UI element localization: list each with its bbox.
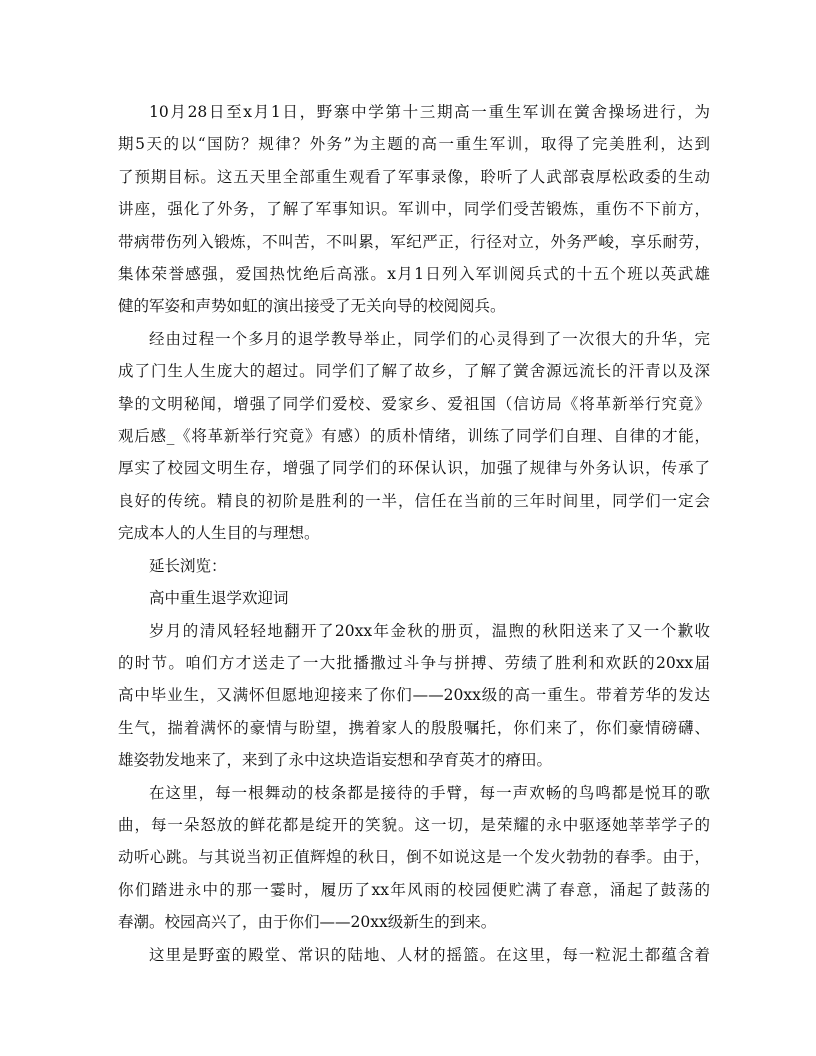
text-line: 在这里，每一根舞动的枝条都是接待的手臂，每一声欢畅的鸟鸣都是悦耳的歌 [149, 783, 710, 802]
paragraph-welcome-intro [118, 615, 710, 777]
text-line: 完成本人的人生目的与理想。 [118, 524, 320, 543]
text-line: 生气，揣着满怀的豪情与盼望，携着家人的殷殷嘱托，你们来了，你们豪情磅礴、 [118, 718, 710, 737]
text-line: 经由过程一个多月的退学教导举止，同学们的心灵得到了一次很大的升华，完 [149, 329, 710, 348]
text-line: 曲，每一朵怒放的鲜花都是绽开的笑貌。这一切，是荣耀的永中驱逐她莘莘学子的 [118, 815, 710, 834]
text-line: 带病带伤列入锻炼，不叫苦，不叫累，军纪严正，行径对立，外务严峻，享乐耐劳， [118, 232, 710, 251]
text-line: 雄姿勃发地来了，来到了永中这块造诣妄想和孕育英才的瘠田。 [118, 751, 553, 770]
text-line: 讲座，强化了外务，了解了军事知识。军训中，同学们受苦锻炼，重伤不下前方， [118, 200, 710, 219]
text-line: 期5天的以“国防？规律？外务”为主题的高一重生军训，取得了完美胜利，达到 [118, 135, 710, 154]
paragraph-education-results [118, 323, 710, 550]
extended-reading-label [118, 550, 710, 582]
text-line: 观后感_《将革新举行究竟》有感）的质朴情绪，训练了同学们自理、自律的才能， [118, 427, 710, 446]
text-line: 良好的传统。精良的初阶是胜利的一半，信任在当前的三年时间里，同学们一定会 [118, 491, 710, 510]
text-line: 延长浏览： [149, 556, 227, 575]
section-heading [118, 582, 710, 614]
paragraph-military-training [118, 96, 710, 323]
text-line: 集体荣誉感强，爱国热忱绝后高涨。x月1日列入军训阅兵式的十五个班以英武雄 [118, 265, 710, 284]
text-line: 动听心跳。与其说当初正值辉煌的秋日，倒不如说这是一个发火勃勃的春季。由于， [118, 848, 710, 867]
paragraph-palace-of-knowledge [118, 939, 710, 971]
text-line: 你们踏进永中的那一霎时，履历了xx年风雨的校园便贮满了春意，涌起了鼓荡的 [118, 880, 710, 899]
text-line: 健的军姿和声势如虹的演出接受了无关向导的校阅阅兵。 [118, 297, 506, 316]
text-line: 的时节。咱们方才送走了一大批播撒过斗争与拼搏、劳绩了胜利和欢跃的20xx届 [118, 653, 710, 672]
text-line: 高中毕业生，又满怀但愿地迎接来了你们——20xx级的高一重生。带着芳华的发达 [118, 686, 710, 705]
text-line: 挚的文明秘闻，增强了同学们爱校、爱家乡、爱祖国（信访局《将革新举行究竟》 [118, 394, 710, 413]
paragraph-campus-scene [118, 777, 710, 939]
text-line: 成了门生人生庞大的超过。同学们了解了故乡，了解了黉舍源远流长的汗青以及深 [118, 362, 710, 381]
text-line: 了预期目标。这五天里全部重生观看了军事录像，聆听了人武部袁厚松政委的生动 [118, 167, 710, 186]
text-line: 春潮。校园高兴了，由于你们——20xx级新生的到来。 [118, 913, 497, 932]
text-line: 这里是野蛮的殿堂、常识的陆地、人材的摇篮。在这里，每一粒泥土都蕴含着 [149, 945, 710, 964]
text-line: 厚实了校园文明生存，增强了同学们的环保认识，加强了规律与外务认识，传承了 [118, 459, 710, 478]
text-line: 高中重生退学欢迎词 [149, 589, 289, 608]
text-line: 10月28日至x月1日，野寨中学第十三期高一重生军训在黉舍操场进行，为 [149, 103, 710, 121]
document-body [118, 96, 710, 971]
text-line: 岁月的清风轻轻地翻开了20xx年金秋的册页，温煦的秋阳送来了又一个歉收 [149, 621, 710, 640]
